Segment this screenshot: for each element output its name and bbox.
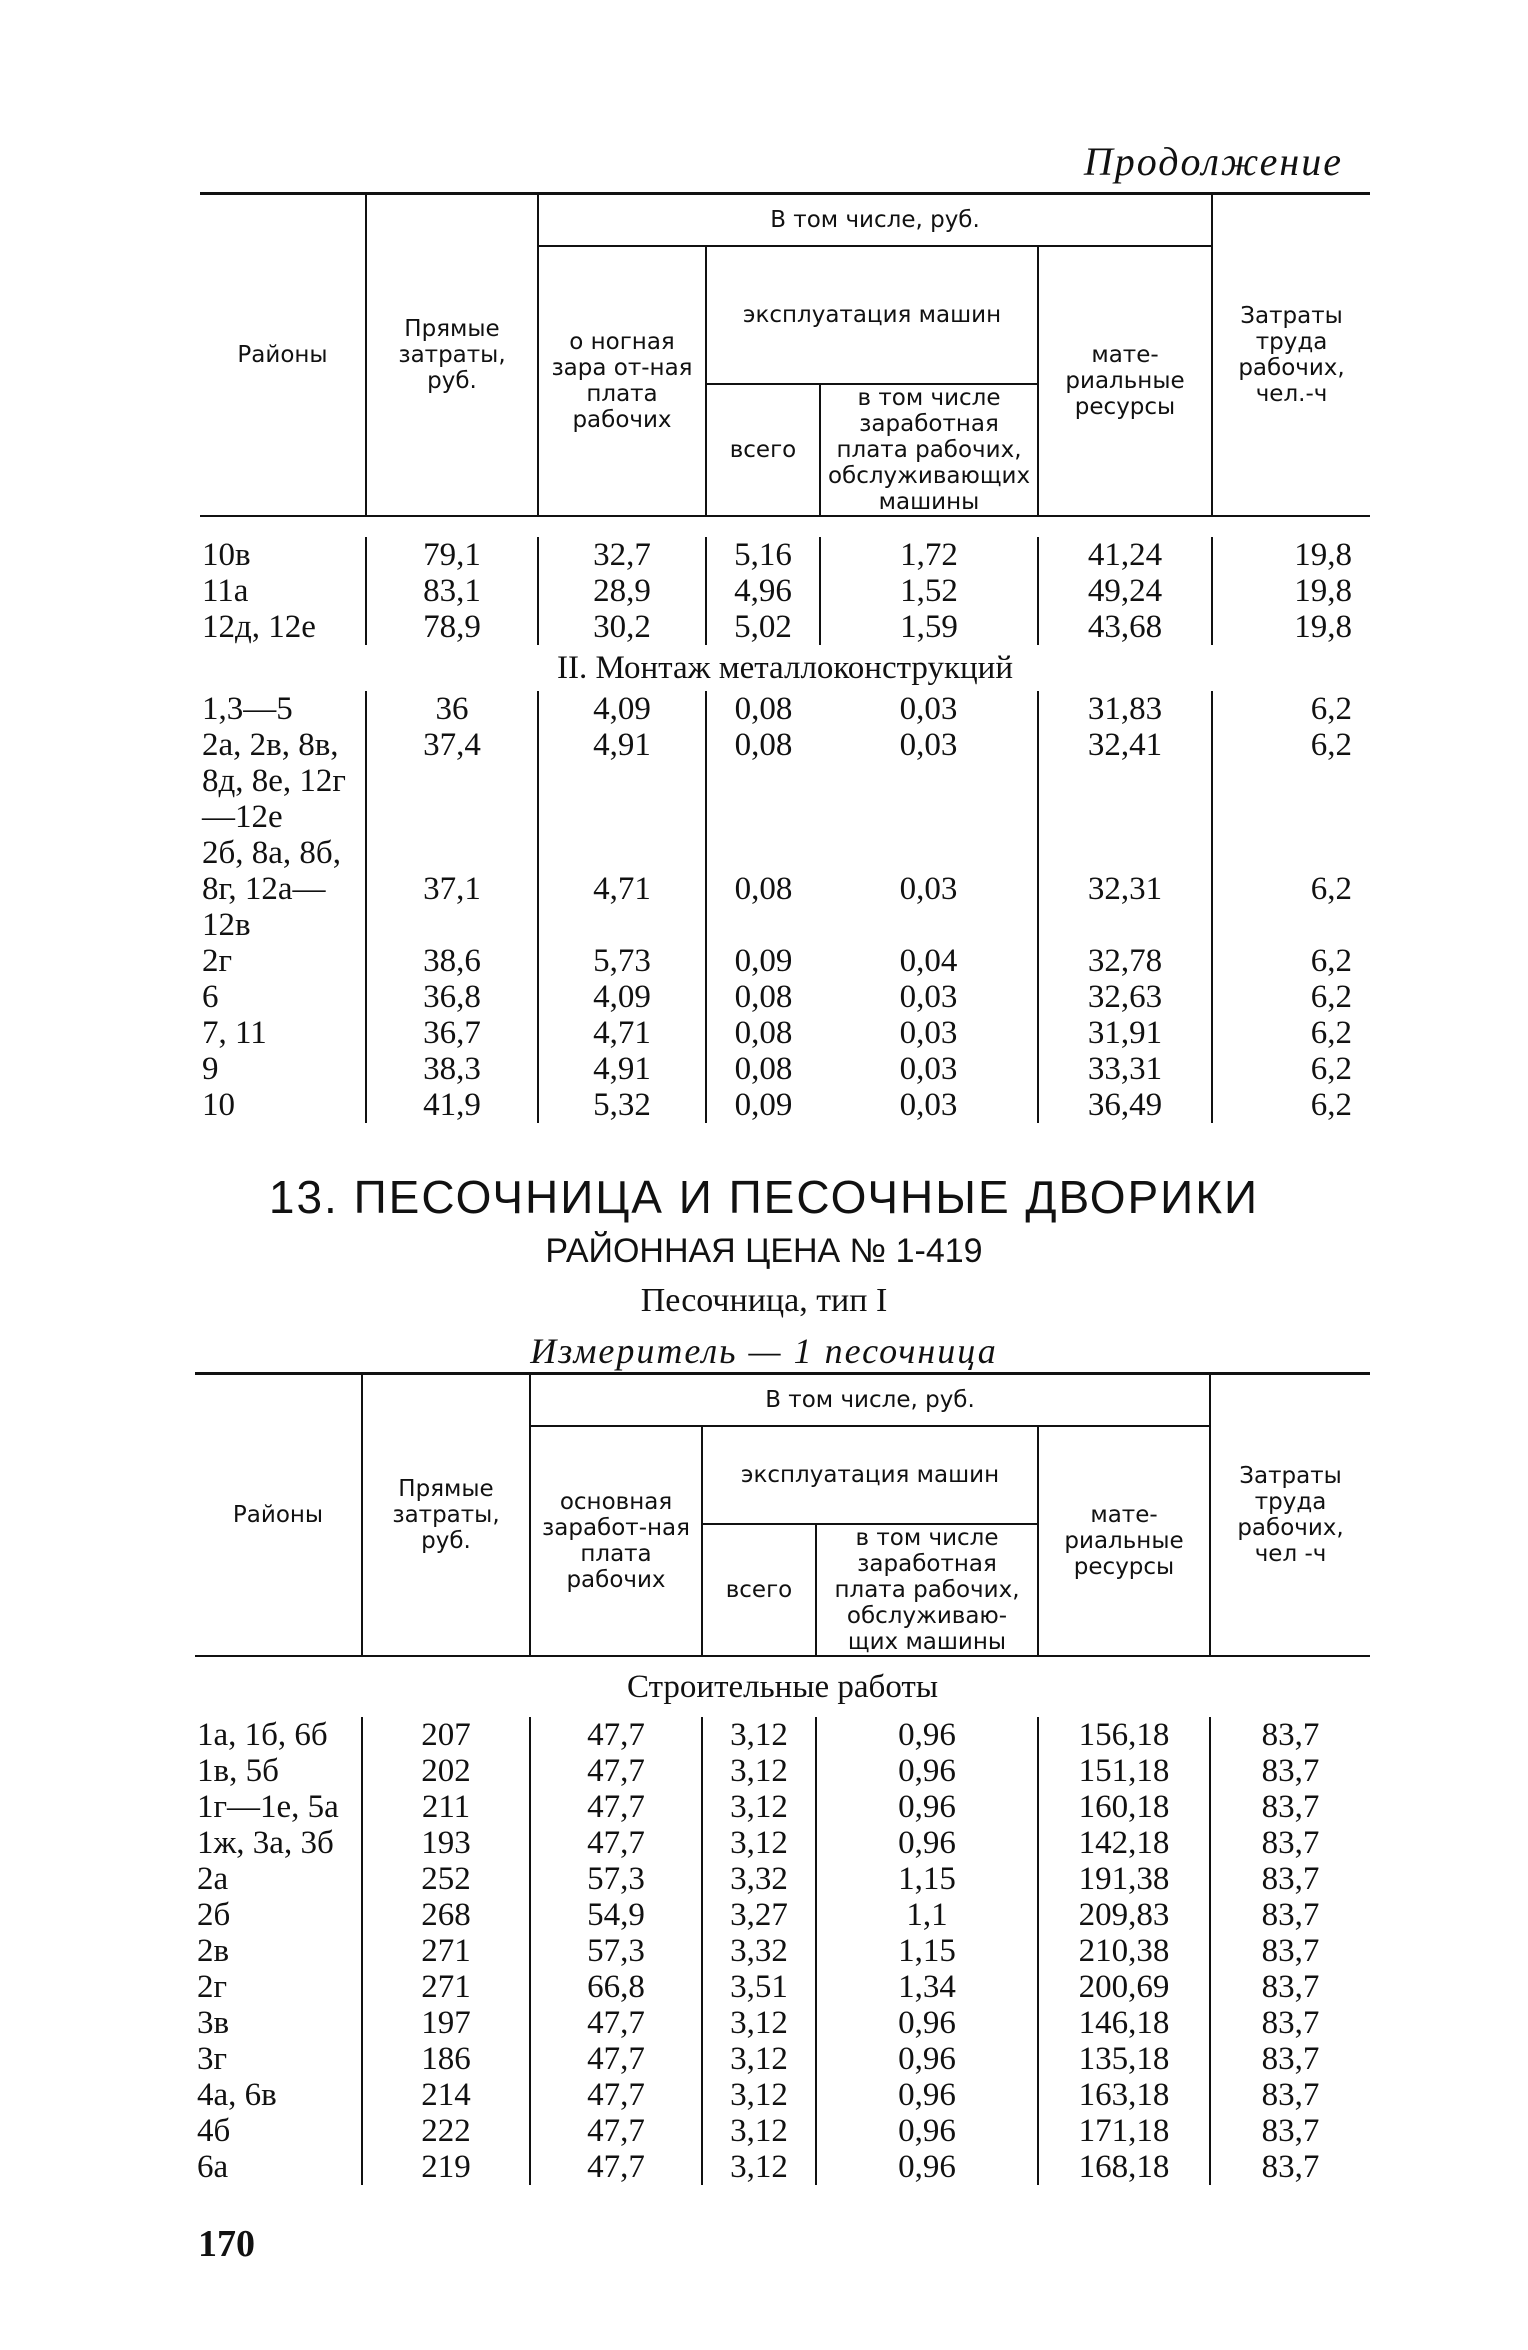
header-materials: мате-риальные ресурсы (1038, 1426, 1210, 1656)
cell-labor: 6,2 (1212, 727, 1370, 835)
cell-wage: 47,7 (530, 1789, 702, 1825)
table-1 (200, 192, 1370, 1123)
cell-labor: 83,7 (1210, 2041, 1370, 2077)
section-13-title: 13. ПЕСОЧНИЦА И ПЕСОЧНЫЕ ДВОРИКИ (268, 1171, 1260, 1223)
table-2 (195, 1372, 1370, 2185)
cell-total: 0,08 (706, 691, 820, 727)
cell-machine-wage: 0,96 (816, 2077, 1038, 2113)
cell-labor: 83,7 (1210, 1969, 1370, 2005)
cell-machine-wage: 1,52 (820, 573, 1038, 609)
cell-direct: 186 (362, 2041, 530, 2077)
cell-materials: 171,18 (1038, 2113, 1210, 2149)
cell-wage: 4,09 (538, 979, 706, 1015)
cell-materials: 49,24 (1038, 573, 1212, 609)
header-machine-wage: в том числе заработная плата рабочих, обслуживающих машины (820, 384, 1038, 516)
cell-materials: 32,41 (1038, 727, 1212, 835)
table-row (200, 1051, 1370, 1087)
cell-direct: 219 (362, 2149, 530, 2185)
cell-materials: 31,83 (1038, 691, 1212, 727)
table-row (195, 1825, 1370, 1861)
table-row (200, 979, 1370, 1015)
header-direct: Прямые затраты, руб. (366, 194, 538, 517)
cell-machine-wage: 0,03 (899, 1087, 958, 1123)
cell-region: 2г (197, 1969, 228, 2005)
cell-wage: 32,7 (538, 537, 706, 573)
cell-machine-wage: 0,96 (816, 1753, 1038, 1789)
cell-materials: 31,91 (1038, 1015, 1212, 1051)
cell-machine-wage: 1,72 (820, 537, 1038, 573)
section-heading-construction: Строительные работы (627, 1669, 938, 1705)
header-region: Районы (200, 194, 366, 517)
cell-direct: 37,4 (366, 727, 538, 835)
cell-materials: 209,83 (1038, 1897, 1210, 1933)
cell-materials: 135,18 (1038, 2041, 1210, 2077)
cell-materials: 32,63 (1038, 979, 1212, 1015)
cell-materials: 168,18 (1038, 2149, 1210, 2185)
cell-materials: 156,18 (1038, 1717, 1210, 1753)
table-row (195, 2005, 1370, 2041)
cell-materials: 142,18 (1038, 1825, 1210, 1861)
table-row (200, 691, 1370, 727)
continued-label: Продолжение (1083, 139, 1343, 184)
header-labor: Затраты труда рабочих, чел -ч (1210, 1374, 1370, 1657)
cell-wage: 47,7 (530, 2041, 702, 2077)
cell-labor: 6,2 (1212, 1051, 1370, 1087)
cell-region: 3г (197, 2041, 228, 2077)
cell-region: 3в (197, 2005, 230, 2041)
cell-direct: 83,1 (366, 573, 538, 609)
cell-total: 3,32 (702, 1861, 816, 1897)
cell-direct: 268 (362, 1897, 530, 1933)
cell-region: 9 (202, 1051, 219, 1087)
cell-region: 6 (202, 979, 219, 1015)
header-materials: мате-риальные ресурсы (1038, 246, 1212, 516)
cell-labor: 6,2 (1212, 1087, 1370, 1123)
cell-labor: 83,7 (1210, 2149, 1370, 2185)
cell-materials: 146,18 (1038, 2005, 1210, 2041)
cell-materials: 151,18 (1038, 1753, 1210, 1789)
cell-labor: 6,2 (1212, 943, 1370, 979)
cell-wage: 28,9 (538, 573, 706, 609)
header-wage: о ногная зара от-ная плата рабочих (538, 246, 706, 516)
cell-direct: 38,3 (366, 1051, 538, 1087)
cell-total: 3,12 (702, 2077, 816, 2113)
cell-total: 3,12 (702, 1753, 816, 1789)
cell-direct: 36,8 (366, 979, 538, 1015)
section-13-measure: Измеритель — 1 песочница (530, 1331, 998, 1371)
cell-materials: 210,38 (1038, 1933, 1210, 1969)
header-labor: Затраты труда рабочих, чел.-ч (1212, 194, 1370, 517)
cell-labor: 6,2 (1212, 979, 1370, 1015)
table-row (200, 727, 1370, 835)
cell-direct: 222 (362, 2113, 530, 2149)
cell-direct: 78,9 (366, 609, 538, 645)
cell-materials: 163,18 (1038, 2077, 1210, 2113)
cell-wage: 47,7 (530, 2005, 702, 2041)
cell-wage: 30,2 (538, 609, 706, 645)
cell-total: 3,12 (702, 2005, 816, 2041)
table-row (195, 1717, 1370, 1753)
cell-labor: 19,8 (1212, 609, 1370, 645)
cell-region: 1в, 5б (197, 1753, 279, 1789)
cell-machine-wage: 0,96 (816, 1717, 1038, 1753)
header-machine-group: эксплуатация машин (706, 246, 1038, 384)
section-heading-mounting: II. Монтаж металлоконструкций (557, 650, 1013, 686)
cell-labor: 83,7 (1210, 1753, 1370, 1789)
cell-direct: 214 (362, 2077, 530, 2113)
table-row (200, 835, 1370, 943)
cell-machine-wage: 1,1 (816, 1897, 1038, 1933)
cell-total: 0,08 (706, 835, 820, 943)
cell-labor: 6,2 (1212, 835, 1370, 943)
cell-materials: 36,49 (1038, 1087, 1212, 1123)
cell-machine-wage: 0,96 (816, 2005, 1038, 2041)
cell-total: 0,09 (706, 1087, 820, 1123)
cell-machine-wage: 0,96 (816, 1789, 1038, 1825)
table-row (195, 1753, 1370, 1789)
cell-total: 3,12 (702, 2041, 816, 2077)
header-total: всего (702, 1524, 816, 1656)
cell-machine-wage: 0,03 (899, 691, 958, 727)
cell-region: 2б, 8а, 8б, 8г, 12а—12в (202, 835, 341, 943)
cell-direct: 197 (362, 2005, 530, 2041)
table-1-header (200, 194, 1370, 517)
cell-total: 0,08 (706, 979, 820, 1015)
cell-region: 1г—1е, 5а (197, 1789, 339, 1825)
cell-labor: 83,7 (1210, 1897, 1370, 1933)
header-wage: основная заработ-ная плата рабочих (530, 1426, 702, 1656)
table-row (195, 1969, 1370, 2005)
cell-direct: 37,1 (366, 835, 538, 943)
cell-labor: 83,7 (1210, 2005, 1370, 2041)
cell-direct: 252 (362, 1861, 530, 1897)
table-row (195, 1861, 1370, 1897)
table-row (200, 573, 1370, 609)
cell-total: 0,08 (706, 1015, 820, 1051)
cell-direct: 38,6 (366, 943, 538, 979)
cell-labor: 83,7 (1210, 1717, 1370, 1753)
cell-labor: 83,7 (1210, 1789, 1370, 1825)
section-13-type: Песочница, тип I (640, 1282, 888, 1319)
cell-machine-wage: 1,59 (820, 609, 1038, 645)
cell-region: 7, 11 (202, 1015, 267, 1051)
cell-wage: 47,7 (530, 1825, 702, 1861)
cell-machine-wage: 0,03 (899, 871, 958, 907)
cell-region: 2в (197, 1933, 230, 1969)
cell-total: 3,27 (702, 1897, 816, 1933)
cell-machine-wage: 1,15 (816, 1933, 1038, 1969)
cell-total: 0,08 (706, 1051, 820, 1087)
cell-region: 2г (202, 943, 233, 979)
table-row (200, 537, 1370, 573)
cell-labor: 83,7 (1210, 2113, 1370, 2149)
cell-total: 0,09 (706, 943, 820, 979)
table-row (200, 1087, 1370, 1123)
cell-wage: 54,9 (530, 1897, 702, 1933)
cell-wage: 5,73 (538, 943, 706, 979)
cell-wage: 47,7 (530, 1753, 702, 1789)
cell-labor: 6,2 (1212, 1015, 1370, 1051)
cell-labor: 19,8 (1212, 573, 1370, 609)
table-2-header (195, 1374, 1370, 1657)
cell-machine-wage: 1,34 (816, 1969, 1038, 2005)
table-row (200, 1015, 1370, 1051)
header-machine-group: эксплуатация машин (702, 1426, 1038, 1524)
table-row (195, 2041, 1370, 2077)
cell-region: 4б (197, 2113, 231, 2149)
cell-direct: 271 (362, 1933, 530, 1969)
header-total: всего (706, 384, 820, 516)
header-including: В том числе, руб. (538, 194, 1212, 247)
cell-wage: 66,8 (530, 1969, 702, 2005)
cell-labor: 83,7 (1210, 1933, 1370, 1969)
cell-wage: 47,7 (530, 2149, 702, 2185)
table-row (195, 1897, 1370, 1933)
cell-region: 1а, 1б, 6б (197, 1717, 328, 1753)
cell-total: 3,12 (702, 2149, 816, 2185)
cell-materials: 160,18 (1038, 1789, 1210, 1825)
cell-region: 1,3—5 (202, 691, 293, 727)
cell-direct: 207 (362, 1717, 530, 1753)
cell-wage: 4,71 (538, 835, 706, 943)
cell-materials: 33,31 (1038, 1051, 1212, 1087)
cell-wage: 4,91 (538, 727, 706, 835)
cell-labor: 19,8 (1212, 537, 1370, 573)
cell-total: 3,32 (702, 1933, 816, 1969)
cell-wage: 5,32 (538, 1087, 706, 1123)
cell-direct: 211 (362, 1789, 530, 1825)
cell-region: 2б (197, 1897, 231, 1933)
table-2-body (195, 1656, 1370, 2185)
cell-region: 1ж, 3а, 3б (197, 1825, 334, 1861)
cell-materials: 41,24 (1038, 537, 1212, 573)
cell-materials: 191,38 (1038, 1861, 1210, 1897)
cell-machine-wage: 0,03 (899, 1051, 958, 1087)
header-direct: Прямые затраты, руб. (362, 1374, 530, 1657)
table-row (195, 1933, 1370, 1969)
cell-wage: 47,7 (530, 2113, 702, 2149)
cell-wage: 57,3 (530, 1933, 702, 1969)
cell-total: 5,02 (706, 609, 820, 645)
cell-total: 3,12 (702, 1825, 816, 1861)
cell-wage: 57,3 (530, 1861, 702, 1897)
table-row (195, 2149, 1370, 2185)
cell-labor: 83,7 (1210, 1861, 1370, 1897)
page-number: 170 (198, 2223, 255, 2265)
cell-region: 6а (197, 2149, 229, 2185)
cell-total: 3,51 (702, 1969, 816, 2005)
cell-materials: 200,69 (1038, 1969, 1210, 2005)
cell-machine-wage: 1,15 (816, 1861, 1038, 1897)
cell-machine-wage: 0,96 (816, 2041, 1038, 2077)
cell-wage: 47,7 (530, 2077, 702, 2113)
header-region: Районы (195, 1374, 362, 1657)
cell-total: 3,12 (702, 1717, 816, 1753)
cell-region: 2а (197, 1861, 229, 1897)
header-including: В том числе, руб. (530, 1374, 1210, 1427)
cell-direct: 41,9 (366, 1087, 538, 1123)
cell-region: 10в (202, 537, 251, 573)
table-row (200, 609, 1370, 645)
table-1-body (200, 516, 1370, 1123)
cell-region: 4а, 6в (197, 2077, 277, 2113)
cell-wage: 47,7 (530, 1717, 702, 1753)
cell-wage: 4,71 (538, 1015, 706, 1051)
cell-direct: 36,7 (366, 1015, 538, 1051)
cell-direct: 202 (362, 1753, 530, 1789)
cell-labor: 83,7 (1210, 2077, 1370, 2113)
table-row (200, 943, 1370, 979)
cell-machine-wage: 0,96 (816, 1825, 1038, 1861)
cell-wage: 4,09 (538, 691, 706, 727)
cell-region: 2а, 2в, 8в, 8д, 8е, 12г—12е (202, 727, 346, 835)
cell-materials: 43,68 (1038, 609, 1212, 645)
cell-direct: 271 (362, 1969, 530, 2005)
cell-region: 12д, 12е (202, 609, 316, 645)
cell-machine-wage: 0,03 (899, 979, 958, 1015)
cell-region: 10 (202, 1087, 235, 1123)
table-row (195, 1789, 1370, 1825)
cell-machine-wage: 0,03 (899, 1015, 958, 1051)
cell-total: 4,96 (706, 573, 820, 609)
cell-machine-wage: 0,96 (816, 2113, 1038, 2149)
cell-direct: 36 (366, 691, 538, 727)
section-13-price: РАЙОННАЯ ЦЕНА № 1-419 (545, 1232, 983, 1270)
cell-materials: 32,78 (1038, 943, 1212, 979)
header-machine-wage: в том числе заработная плата рабочих, обслуживаю-щих машины (816, 1524, 1038, 1656)
cell-machine-wage: 0,03 (899, 727, 958, 763)
cell-labor: 83,7 (1210, 1825, 1370, 1861)
cell-total: 3,12 (702, 2113, 816, 2149)
cell-total: 5,16 (706, 537, 820, 573)
cell-direct: 193 (362, 1825, 530, 1861)
cell-machine-wage: 0,04 (899, 943, 958, 979)
cell-labor: 6,2 (1212, 691, 1370, 727)
cell-wage: 4,91 (538, 1051, 706, 1087)
cell-machine-wage: 0,96 (816, 2149, 1038, 2185)
table-row (195, 2113, 1370, 2149)
cell-direct: 79,1 (366, 537, 538, 573)
cell-region: 11а (202, 573, 249, 609)
cell-total: 0,08 (706, 727, 820, 835)
cell-materials: 32,31 (1038, 835, 1212, 943)
cell-total: 3,12 (702, 1789, 816, 1825)
table-row (195, 2077, 1370, 2113)
